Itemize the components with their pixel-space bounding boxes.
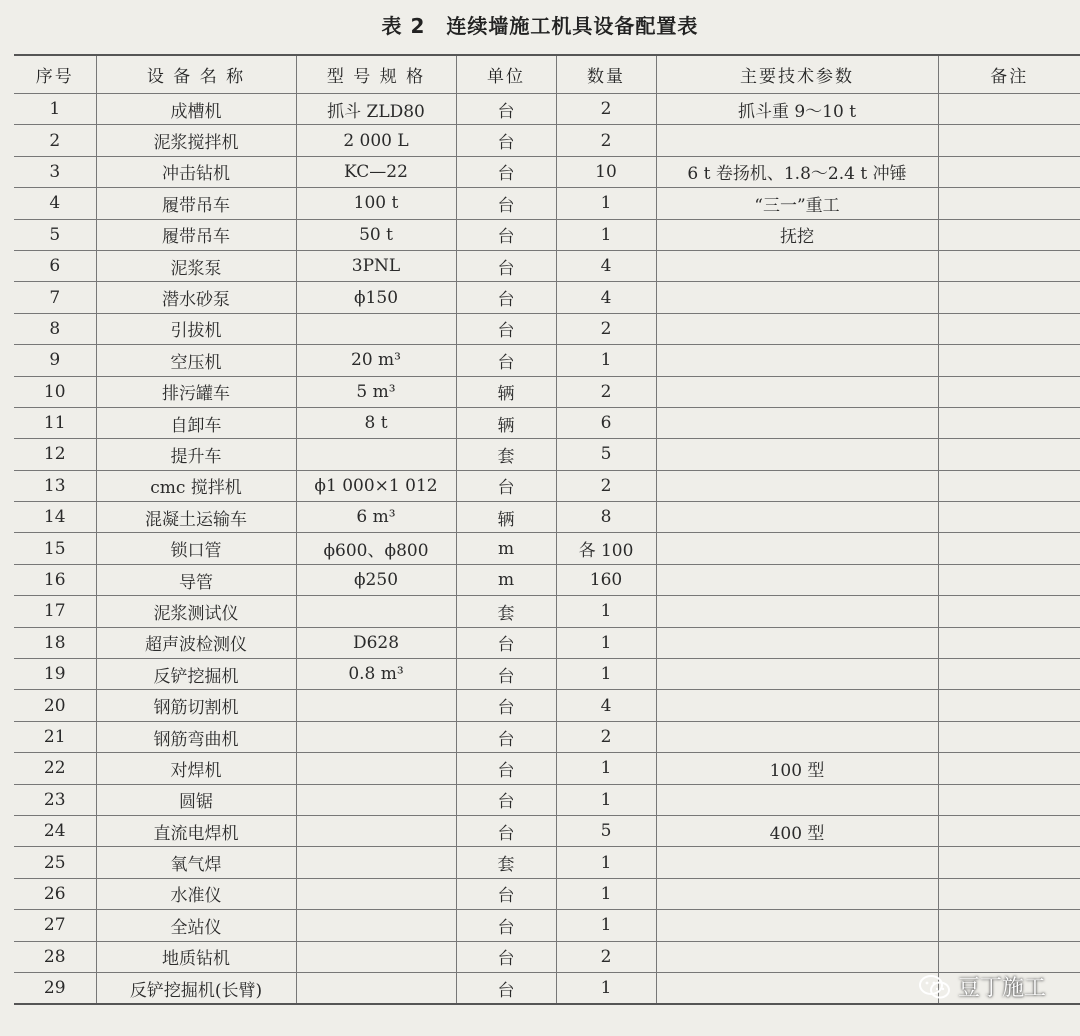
- cell-quantity: 各 100: [556, 533, 656, 564]
- cell-model-spec: [296, 941, 456, 972]
- cell-unit: 台: [456, 690, 556, 721]
- cell-equipment-name: 钢筋弯曲机: [96, 721, 296, 752]
- table-row: [14, 627, 1080, 658]
- cell-index: 17: [14, 596, 96, 627]
- cell-equipment-name: 成槽机: [96, 94, 296, 125]
- cell-quantity: 2: [556, 721, 656, 752]
- cell-model-spec: ϕ150: [296, 282, 456, 313]
- table-row: [14, 376, 1080, 407]
- cell-quantity: 2: [556, 94, 656, 125]
- cell-index: 27: [14, 910, 96, 941]
- cell-quantity: 1: [556, 972, 656, 1004]
- cell-remarks: [938, 470, 1080, 501]
- cell-unit: 台: [456, 784, 556, 815]
- cell-index: 25: [14, 847, 96, 878]
- cell-quantity: 5: [556, 815, 656, 846]
- cell-equipment-name: 全站仪: [96, 910, 296, 941]
- cell-remarks: [938, 376, 1080, 407]
- cell-unit: 台: [456, 345, 556, 376]
- cell-index: 18: [14, 627, 96, 658]
- header-index: 序号: [14, 55, 96, 94]
- cell-model-spec: 3PNL: [296, 250, 456, 281]
- cell-quantity: 5: [556, 439, 656, 470]
- table-row: [14, 313, 1080, 344]
- table-row: [14, 439, 1080, 470]
- cell-remarks: [938, 125, 1080, 156]
- cell-quantity: 1: [556, 753, 656, 784]
- cell-remarks: [938, 156, 1080, 187]
- cell-equipment-name: 直流电焊机: [96, 815, 296, 846]
- cell-remarks: [938, 941, 1080, 972]
- cell-index: 6: [14, 250, 96, 281]
- cell-tech-params: [656, 659, 938, 690]
- cell-index: 3: [14, 156, 96, 187]
- cell-tech-params: [656, 690, 938, 721]
- cell-equipment-name: 导管: [96, 564, 296, 595]
- cell-tech-params: 100 型: [656, 753, 938, 784]
- table-row: [14, 941, 1080, 972]
- cell-equipment-name: 引拔机: [96, 313, 296, 344]
- cell-unit: 台: [456, 721, 556, 752]
- cell-unit: 台: [456, 250, 556, 281]
- equipment-table: [14, 54, 1080, 1005]
- header-unit: 单位: [456, 55, 556, 94]
- table-row: [14, 282, 1080, 313]
- cell-equipment-name: 泥浆搅拌机: [96, 125, 296, 156]
- table-title: 表 2 连续墙施工机具设备配置表: [381, 14, 699, 38]
- cell-quantity: 1: [556, 219, 656, 250]
- table-row: [14, 250, 1080, 281]
- cell-index: 2: [14, 125, 96, 156]
- cell-tech-params: [656, 847, 938, 878]
- cell-equipment-name: 反铲挖掘机(长臂): [96, 972, 296, 1004]
- header-quantity: 数量: [556, 55, 656, 94]
- cell-unit: 套: [456, 596, 556, 627]
- cell-equipment-name: 圆锯: [96, 784, 296, 815]
- cell-quantity: 2: [556, 125, 656, 156]
- cell-remarks: [938, 407, 1080, 438]
- cell-quantity: 1: [556, 784, 656, 815]
- cell-unit: 台: [456, 878, 556, 909]
- cell-quantity: 10: [556, 156, 656, 187]
- cell-equipment-name: 对焊机: [96, 753, 296, 784]
- cell-model-spec: [296, 721, 456, 752]
- cell-unit: 台: [456, 941, 556, 972]
- cell-remarks: [938, 250, 1080, 281]
- table-row: [14, 94, 1080, 125]
- cell-quantity: 1: [556, 659, 656, 690]
- cell-quantity: 1: [556, 878, 656, 909]
- table-row: [14, 784, 1080, 815]
- cell-model-spec: KC—22: [296, 156, 456, 187]
- cell-tech-params: 抓斗重 9～10 t: [656, 94, 938, 125]
- cell-index: 19: [14, 659, 96, 690]
- cell-model-spec: [296, 753, 456, 784]
- wechat-icon: [918, 974, 952, 1000]
- cell-remarks: [938, 94, 1080, 125]
- cell-tech-params: [656, 470, 938, 501]
- cell-remarks: [938, 439, 1080, 470]
- cell-unit: 套: [456, 847, 556, 878]
- cell-remarks: [938, 721, 1080, 752]
- cell-index: 13: [14, 470, 96, 501]
- cell-quantity: 2: [556, 470, 656, 501]
- cell-quantity: 6: [556, 407, 656, 438]
- cell-remarks: [938, 627, 1080, 658]
- cell-remarks: [938, 345, 1080, 376]
- cell-quantity: 2: [556, 376, 656, 407]
- cell-model-spec: 0.8 m³: [296, 659, 456, 690]
- cell-index: 11: [14, 407, 96, 438]
- table-row: [14, 564, 1080, 595]
- table-header-row: [14, 55, 1080, 94]
- cell-model-spec: 6 m³: [296, 502, 456, 533]
- cell-model-spec: [296, 690, 456, 721]
- cell-tech-params: [656, 407, 938, 438]
- cell-tech-params: [656, 972, 938, 1004]
- cell-quantity: 2: [556, 313, 656, 344]
- cell-index: 1: [14, 94, 96, 125]
- cell-equipment-name: 冲击钻机: [96, 156, 296, 187]
- cell-model-spec: 抓斗 ZLD80: [296, 94, 456, 125]
- cell-unit: m: [456, 564, 556, 595]
- table-row: [14, 690, 1080, 721]
- table-row: [14, 345, 1080, 376]
- cell-index: 24: [14, 815, 96, 846]
- cell-tech-params: [656, 564, 938, 595]
- cell-unit: 辆: [456, 407, 556, 438]
- cell-tech-params: [656, 910, 938, 941]
- header-tech-params: 主要技术参数: [656, 55, 938, 94]
- cell-equipment-name: 提升车: [96, 439, 296, 470]
- cell-model-spec: ϕ1 000×1 012: [296, 470, 456, 501]
- table-row: [14, 659, 1080, 690]
- cell-tech-params: [656, 313, 938, 344]
- cell-equipment-name: 泥浆测试仪: [96, 596, 296, 627]
- cell-unit: 台: [456, 188, 556, 219]
- cell-unit: 台: [456, 910, 556, 941]
- cell-remarks: [938, 188, 1080, 219]
- cell-model-spec: 8 t: [296, 407, 456, 438]
- cell-unit: 套: [456, 439, 556, 470]
- cell-model-spec: [296, 910, 456, 941]
- table-row: [14, 847, 1080, 878]
- cell-remarks: [938, 596, 1080, 627]
- cell-tech-params: [656, 941, 938, 972]
- cell-model-spec: [296, 313, 456, 344]
- cell-quantity: 160: [556, 564, 656, 595]
- cell-remarks: [938, 690, 1080, 721]
- cell-remarks: [938, 847, 1080, 878]
- header-model-spec: 型 号 规 格: [296, 55, 456, 94]
- cell-index: 14: [14, 502, 96, 533]
- cell-index: 26: [14, 878, 96, 909]
- cell-equipment-name: 氧气焊: [96, 847, 296, 878]
- cell-remarks: [938, 564, 1080, 595]
- cell-tech-params: 6 t 卷扬机、1.8～2.4 t 冲锤: [656, 156, 938, 187]
- cell-tech-params: [656, 250, 938, 281]
- cell-tech-params: [656, 502, 938, 533]
- cell-index: 7: [14, 282, 96, 313]
- cell-quantity: 4: [556, 690, 656, 721]
- cell-quantity: 1: [556, 910, 656, 941]
- cell-model-spec: ϕ600、ϕ800: [296, 533, 456, 564]
- cell-equipment-name: 履带吊车: [96, 188, 296, 219]
- cell-index: 23: [14, 784, 96, 815]
- cell-quantity: 1: [556, 188, 656, 219]
- cell-index: 10: [14, 376, 96, 407]
- cell-model-spec: [296, 972, 456, 1004]
- table-row: [14, 470, 1080, 501]
- cell-quantity: 1: [556, 847, 656, 878]
- cell-equipment-name: 地质钻机: [96, 941, 296, 972]
- cell-model-spec: [296, 878, 456, 909]
- cell-unit: m: [456, 533, 556, 564]
- cell-equipment-name: 锁口管: [96, 533, 296, 564]
- cell-unit: 台: [456, 219, 556, 250]
- header-equipment-name: 设 备 名 称: [96, 55, 296, 94]
- cell-tech-params: [656, 376, 938, 407]
- cell-remarks: [938, 878, 1080, 909]
- cell-tech-params: [656, 125, 938, 156]
- table-row: [14, 910, 1080, 941]
- cell-index: 20: [14, 690, 96, 721]
- cell-index: 15: [14, 533, 96, 564]
- table-row: [14, 815, 1080, 846]
- cell-unit: 台: [456, 815, 556, 846]
- table-row: [14, 502, 1080, 533]
- table-row: [14, 407, 1080, 438]
- cell-model-spec: D628: [296, 627, 456, 658]
- table-row: [14, 596, 1080, 627]
- cell-model-spec: [296, 439, 456, 470]
- cell-tech-params: [656, 878, 938, 909]
- cell-index: 16: [14, 564, 96, 595]
- cell-tech-params: [656, 784, 938, 815]
- cell-unit: 台: [456, 125, 556, 156]
- cell-tech-params: [656, 345, 938, 376]
- table-body: [14, 94, 1080, 1005]
- cell-model-spec: [296, 847, 456, 878]
- cell-equipment-name: 履带吊车: [96, 219, 296, 250]
- cell-unit: 台: [456, 282, 556, 313]
- cell-equipment-name: 泥浆泵: [96, 250, 296, 281]
- table-row: [14, 188, 1080, 219]
- table-row: [14, 156, 1080, 187]
- cell-equipment-name: cmc 搅拌机: [96, 470, 296, 501]
- cell-index: 4: [14, 188, 96, 219]
- cell-quantity: 1: [556, 345, 656, 376]
- cell-remarks: [938, 753, 1080, 784]
- cell-remarks: [938, 910, 1080, 941]
- cell-unit: 台: [456, 627, 556, 658]
- cell-index: 29: [14, 972, 96, 1004]
- cell-unit: 台: [456, 659, 556, 690]
- cell-tech-params: [656, 627, 938, 658]
- cell-remarks: [938, 282, 1080, 313]
- cell-quantity: 1: [556, 596, 656, 627]
- cell-model-spec: [296, 815, 456, 846]
- cell-equipment-name: 自卸车: [96, 407, 296, 438]
- cell-index: 9: [14, 345, 96, 376]
- cell-remarks: [938, 533, 1080, 564]
- cell-tech-params: 400 型: [656, 815, 938, 846]
- cell-tech-params: 抚挖: [656, 219, 938, 250]
- table-row: [14, 753, 1080, 784]
- table-row: [14, 533, 1080, 564]
- cell-unit: 台: [456, 470, 556, 501]
- cell-tech-params: [656, 721, 938, 752]
- table-row: [14, 878, 1080, 909]
- watermark: [918, 971, 1046, 1002]
- cell-equipment-name: 反铲挖掘机: [96, 659, 296, 690]
- cell-model-spec: 20 m³: [296, 345, 456, 376]
- cell-equipment-name: 排污罐车: [96, 376, 296, 407]
- cell-model-spec: [296, 784, 456, 815]
- cell-equipment-name: 潜水砂泵: [96, 282, 296, 313]
- cell-index: 12: [14, 439, 96, 470]
- cell-unit: 台: [456, 972, 556, 1004]
- cell-unit: 辆: [456, 376, 556, 407]
- cell-model-spec: 100 t: [296, 188, 456, 219]
- cell-unit: 台: [456, 753, 556, 784]
- cell-unit: 台: [456, 94, 556, 125]
- cell-model-spec: 50 t: [296, 219, 456, 250]
- table-row: [14, 219, 1080, 250]
- cell-quantity: 8: [556, 502, 656, 533]
- cell-index: 22: [14, 753, 96, 784]
- cell-index: 8: [14, 313, 96, 344]
- watermark-text: 豆丁施工: [957, 976, 1046, 1001]
- cell-tech-params: [656, 533, 938, 564]
- cell-unit: 台: [456, 313, 556, 344]
- cell-equipment-name: 混凝土运输车: [96, 502, 296, 533]
- cell-remarks: [938, 815, 1080, 846]
- cell-remarks: [938, 659, 1080, 690]
- cell-unit: 台: [456, 156, 556, 187]
- cell-tech-params: [656, 282, 938, 313]
- cell-index: 5: [14, 219, 96, 250]
- cell-quantity: 1: [556, 627, 656, 658]
- cell-tech-params: [656, 439, 938, 470]
- cell-equipment-name: 水准仪: [96, 878, 296, 909]
- cell-remarks: [938, 313, 1080, 344]
- cell-model-spec: 2 000 L: [296, 125, 456, 156]
- cell-model-spec: ϕ250: [296, 564, 456, 595]
- cell-index: 21: [14, 721, 96, 752]
- cell-remarks: [938, 784, 1080, 815]
- cell-quantity: 4: [556, 250, 656, 281]
- cell-model-spec: [296, 596, 456, 627]
- cell-quantity: 2: [556, 941, 656, 972]
- cell-remarks: [938, 219, 1080, 250]
- cell-quantity: 4: [556, 282, 656, 313]
- cell-equipment-name: 超声波检测仪: [96, 627, 296, 658]
- cell-index: 28: [14, 941, 96, 972]
- cell-equipment-name: 空压机: [96, 345, 296, 376]
- cell-model-spec: 5 m³: [296, 376, 456, 407]
- cell-unit: 辆: [456, 502, 556, 533]
- cell-equipment-name: 钢筋切割机: [96, 690, 296, 721]
- cell-tech-params: “三一”重工: [656, 188, 938, 219]
- cell-remarks: [938, 502, 1080, 533]
- table-row: [14, 125, 1080, 156]
- table-row: [14, 721, 1080, 752]
- cell-tech-params: [656, 596, 938, 627]
- header-remarks: 备注: [938, 55, 1080, 94]
